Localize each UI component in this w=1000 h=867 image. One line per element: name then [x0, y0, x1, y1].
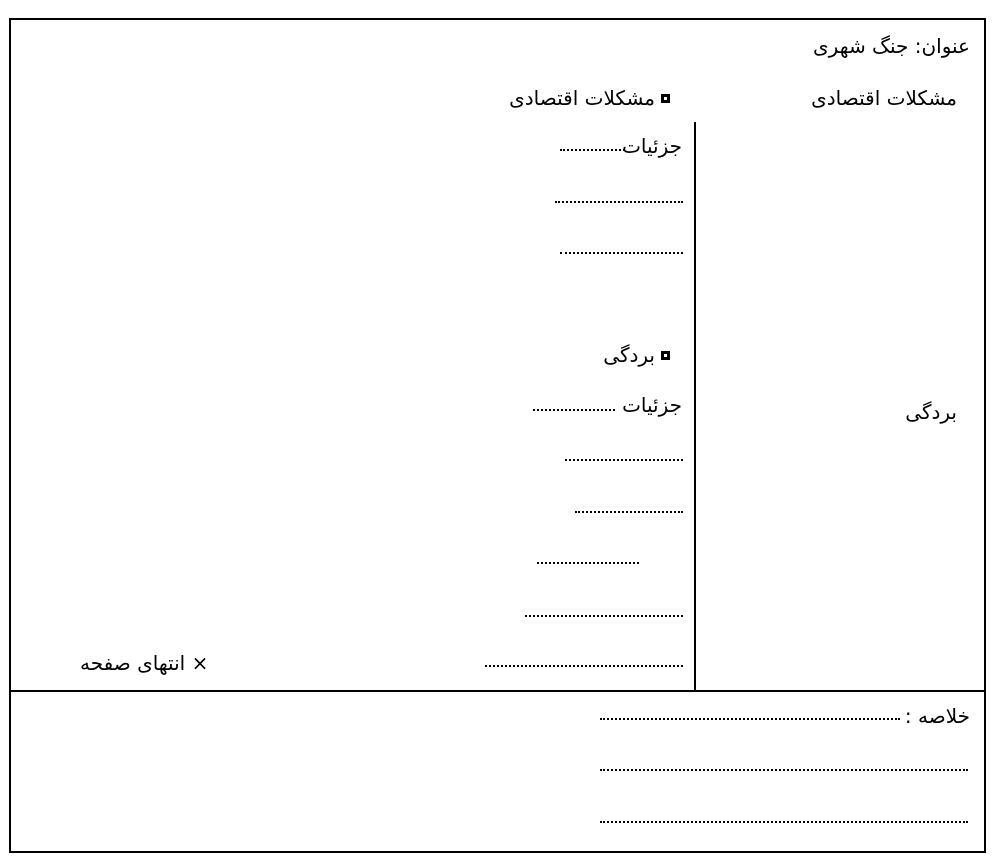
square-bullet-icon [661, 351, 670, 360]
note-line [525, 609, 683, 617]
summary-line [600, 712, 900, 720]
summary-line [600, 815, 968, 823]
page-title: عنوان: جنگ شهری [813, 34, 970, 58]
cue-economic-problems: مشکلات اقتصادی [811, 86, 957, 110]
note-line [560, 246, 683, 254]
summary-line [600, 763, 968, 771]
note-line [485, 659, 683, 667]
details-label-economic: جزئیات [622, 134, 682, 158]
note-line [555, 195, 683, 203]
note-line [537, 556, 639, 564]
cue-column-divider [694, 122, 696, 691]
details-line [560, 143, 625, 151]
summary-divider [9, 690, 986, 692]
cornell-notes-frame [9, 18, 986, 853]
details-line [533, 403, 615, 411]
details-label-slavery: جزئیات [622, 393, 682, 417]
note-line [575, 505, 683, 513]
note-heading-economic-problems: مشکلات اقتصادی [509, 86, 670, 110]
note-line [565, 453, 683, 461]
summary-label: خلاصه : [904, 704, 970, 728]
cue-slavery: بردگی [905, 400, 957, 424]
note-heading-slavery: بردگی [603, 343, 670, 367]
square-bullet-icon [661, 94, 670, 103]
page-end-note: × انتهای صفحه [80, 651, 209, 675]
